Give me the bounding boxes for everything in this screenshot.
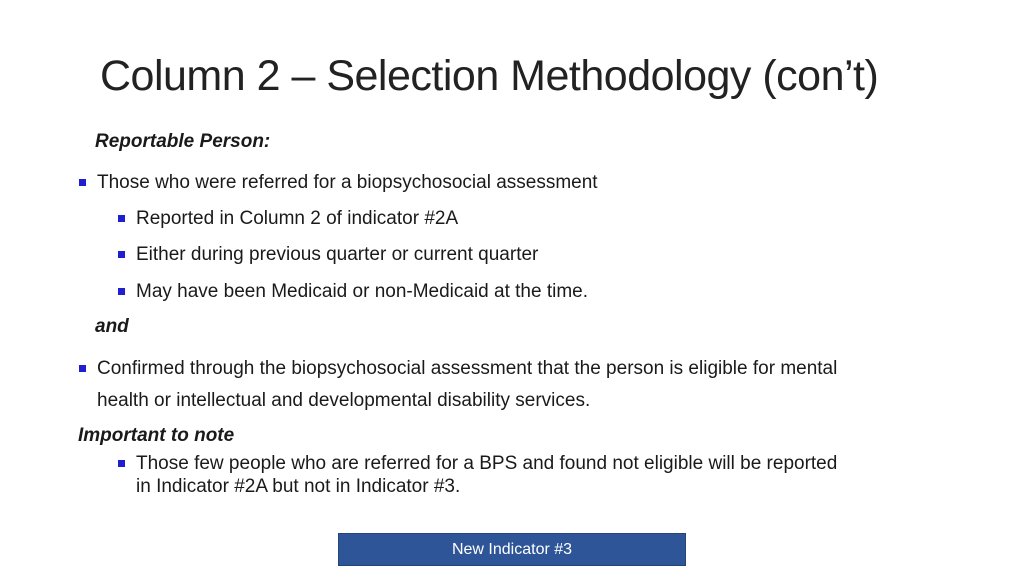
and-label: and	[95, 316, 129, 337]
bullet-referred-text: Those who were referred for a biopsychosocial assessment	[97, 172, 598, 193]
square-bullet-icon	[118, 460, 125, 467]
important-note-label: Important to note	[78, 425, 235, 446]
square-bullet-icon	[118, 288, 125, 295]
footer-indicator-banner: New Indicator #3	[338, 533, 686, 566]
bullet-confirmed-line1: Confirmed through the biopsychosocial assessment that the person is eligible for mental	[97, 358, 838, 379]
square-bullet-icon	[118, 251, 125, 258]
important-line2: in Indicator #2A but not in Indicator #3.	[136, 476, 461, 497]
important-line1: Those few people who are referred for a BPS and found not eligible will be reported	[136, 453, 838, 474]
slide-title: Column 2 – Selection Methodology (con’t)	[100, 52, 879, 100]
square-bullet-icon	[79, 179, 86, 186]
sub-bullet-text: May have been Medicaid or non-Medicaid at the time.	[136, 281, 589, 302]
sub-bullet-text: Either during previous quarter or current quarter	[136, 244, 539, 265]
sub-bullet-text: Reported in Column 2 of indicator #2A	[136, 208, 459, 229]
bullet-confirmed-line2: health or intellectual and developmental disability services.	[97, 390, 591, 411]
square-bullet-icon	[118, 215, 125, 222]
reportable-person-label: Reportable Person:	[95, 131, 271, 152]
square-bullet-icon	[79, 365, 86, 372]
